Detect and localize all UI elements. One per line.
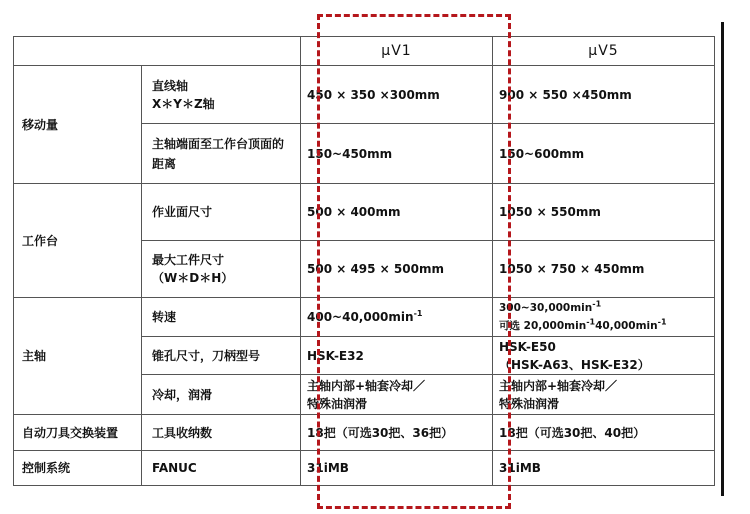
v1-taper: HSK-E32 (301, 337, 493, 375)
speed-line (499, 299, 708, 317)
v5-cooling (493, 375, 715, 415)
value-line: （HSK-A63、HSK-E32） (499, 357, 650, 372)
header-blank-cell (14, 37, 301, 66)
label-speed: 转速 (142, 298, 301, 337)
speed-value: 300~30,000min (499, 302, 593, 314)
v5-speed (493, 298, 715, 337)
header-row (14, 37, 715, 66)
label-line: 直线轴 (152, 78, 189, 93)
value-line: 特殊油润滑 (307, 396, 368, 411)
value-line: 主轴内部+轴套冷却／ (307, 378, 426, 393)
label-line: 最大工件尺寸 (152, 253, 225, 267)
v5-taper (493, 337, 715, 375)
speed-value: 400~40,000min (307, 310, 414, 324)
v1-axes-value: 450 × 350 ×300mm (301, 66, 493, 124)
label-line: （W＊D＊H） (152, 271, 234, 285)
label-tool-capacity: 工具收纳数 (142, 415, 301, 451)
table-row (14, 298, 715, 337)
unit-exponent: -1 (586, 317, 596, 327)
v1-cooling (301, 375, 493, 415)
v5-spindle-to-table: 150~600mm (493, 124, 715, 184)
v1-speed (301, 298, 493, 337)
v1-spindle-to-table: 150~450mm (301, 124, 493, 184)
label-cooling: 冷却，润滑 (142, 375, 301, 415)
label-line: X＊Y＊Z轴 (152, 96, 215, 111)
speed-value: 40,000min (595, 320, 658, 332)
v5-work-surface: 1050 × 550mm (493, 184, 715, 241)
value-line: HSK-E50 (499, 339, 556, 354)
category-table: 工作台 (14, 184, 142, 298)
label-spindle-to-table: 主轴端面至工作台顶面的距离 (142, 124, 301, 184)
label-work-surface: 作业面尺寸 (142, 184, 301, 241)
category-control: 控制系统 (14, 451, 142, 486)
v5-control: 31iMB (493, 451, 715, 486)
table-row (14, 184, 715, 241)
spec-comparison-table (13, 36, 715, 486)
speed-line (499, 317, 708, 335)
category-spindle: 主轴 (14, 298, 142, 415)
v5-max-work: 1050 × 750 × 450mm (493, 241, 715, 298)
unit-exponent: -1 (592, 299, 602, 309)
category-atc: 自动刀具交换装置 (14, 415, 142, 451)
value-line: 特殊油润滑 (499, 396, 560, 411)
unit-exponent: -1 (657, 317, 667, 327)
category-travel: 移动量 (14, 66, 142, 184)
v1-max-work: 500 × 495 × 500mm (301, 241, 493, 298)
v5-tool-capacity: 18把（可选30把、40把） (493, 415, 715, 451)
v1-tool-capacity: 18把（可选30把、36把） (301, 415, 493, 451)
header-uv1: μV1 (301, 37, 493, 66)
v5-axes-value: 900 × 550 ×450mm (493, 66, 715, 124)
table-row (14, 415, 715, 451)
unit-exponent: -1 (413, 309, 423, 318)
value-line: 主轴内部+轴套冷却／ (499, 378, 618, 393)
label-max-work (142, 241, 301, 298)
right-edge-line (721, 22, 724, 496)
v1-work-surface: 500 × 400mm (301, 184, 493, 241)
v1-control: 31iMB (301, 451, 493, 486)
header-uv5: μV5 (493, 37, 715, 66)
table-row (14, 451, 715, 486)
label-linear-axes (142, 66, 301, 124)
speed-value: 可选 20,000min (499, 320, 587, 332)
label-fanuc: FANUC (142, 451, 301, 486)
table-row (14, 66, 715, 124)
label-taper: 锥孔尺寸，刀柄型号 (142, 337, 301, 375)
